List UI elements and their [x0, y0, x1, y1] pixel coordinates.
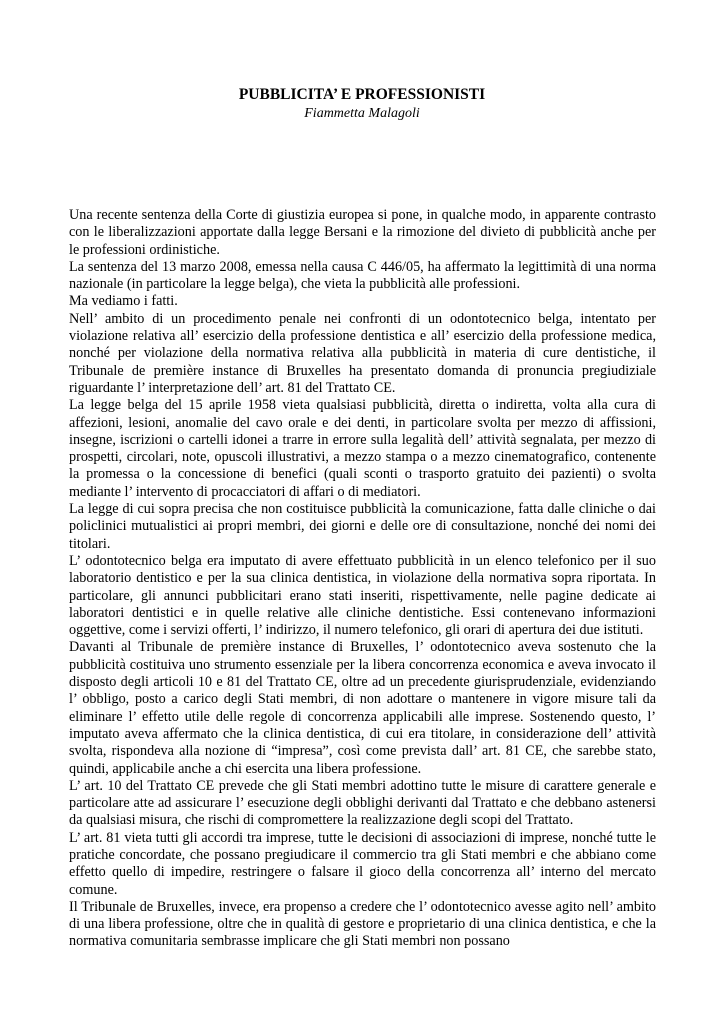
paragraph: Nell’ ambito di un procedimento penale nei confronti di un odontotecnico belga, intentato per violazione relativa all’ esercizio della professione dentistica e all’ esercizio della professione medica, nonché per violazione della normativa relativa alla pubblicità in materia di cure dentistiche, il Tribunale de première instance di Bruxelles ha presentato domanda di pronuncia pregiudiziale riguardante l’ interpretazione dell’ art. 81 del Trattato CE.	[69, 310, 656, 396]
paragraph: La legge belga del 15 aprile 1958 vieta qualsiasi pubblicità, diretta o indiretta, volta alla cura di affezioni, lesioni, anomalie del cavo orale e dei denti, in particolare svolta per mezzo di affissioni, insegne, iscrizioni o cartelli idonei a trarre in errore sulla legalità dell’ attività segnalata, per mezzo di prospetti, circolari, note, opuscoli illustrativi, a mezzo stampa o a mezzo cinematografico, contenente la promessa o la concessione di benefici (quali sconti o trasporto gratuito dei pazienti) o svolta mediante l’ intervento di procacciatori di affari o di mediatori.	[69, 397, 656, 500]
paragraph: L’ art. 10 del Trattato CE prevede che gli Stati membri adottino tutte le misure di carattere generale e particolare atte ad assicurare l’ esecuzione degli obblighi derivanti dal Trattato e che debbano astenersi da qualsiasi misura, che rischi di compromettere la realizzazione degli scopi del Trattato.	[69, 777, 656, 829]
paragraph: La sentenza del 13 marzo 2008, emessa nella causa C 446/05, ha affermato la legittimità di una norma nazionale (in particolare la legge belga), che vieta la pubblicità alle professioni.	[69, 258, 656, 293]
document-body	[69, 207, 656, 951]
document-author: Fiammetta Malagoli	[304, 106, 420, 121]
document-title: PUBBLICITA’ E PROFESSIONISTI	[238, 86, 486, 103]
paragraph: L’ art. 81 vieta tutti gli accordi tra imprese, tutte le decisioni di associazioni di imprese, nonché tutte le pratiche concordate, che possano pregiudicare il commercio tra gli Stati membri e che abbiano come effetto quello di impedire, restringere o falsare il gioco della concorrenza all’ interno del mercato comune.	[69, 829, 656, 898]
paragraph: Ma vediamo i fatti.	[69, 293, 178, 310]
paragraph: L’ odontotecnico belga era imputato di avere effettuato pubblicità in un elenco telefonico per il suo laboratorio dentistico e per la sua clinica dentistica, in violazione della normativa sopra riportata. In particolare, gli annunci pubblicitari erano stati inseriti, rispettivamente, nelle pagine dedicate ai laboratori dentistici e in quelle relative alle cliniche dentistiche. Essi contenevano informazioni oggettive, come i servizi offerti, l’ indirizzo, il numero telefonico, gli orari di apertura dei due istituti.	[69, 552, 656, 639]
paragraph: Una recente sentenza della Corte di giustizia europea si pone, in qualche modo, in apparente contrasto con le liberalizzazioni apportate dalla legge Bersani e la rimozione del divieto di pubblicità anche per le professioni ordinistiche.	[69, 207, 656, 258]
paragraph: La legge di cui sopra precisa che non costituisce pubblicità la comunicazione, fatta dalle cliniche o dai policlinici mutualistici ai propri membri, dei giorni e delle ore di consultazione, nonché dei nomi dei titolari.	[69, 501, 656, 552]
paragraph: Davanti al Tribunale de première instance di Bruxelles, l’ odontotecnico aveva sostenuto che la pubblicità costituiva uno strumento essenziale per la libera concorrenza economica e aveva invocato il disposto degli articoli 10 e 81 del Trattato CE, oltre ad un precedente giurisprudenziale, evidenziando l’ obbligo, posto a carico degli Stati membri, di non adottare o mantenere in vigore misure tali da eliminare l’ effetto utile delle regole di concorrenza applicabili alle imprese. Sostenendo questo, l’ imputato aveva affermato che la clinica dentistica, di cui era titolare, in considerazione dell’ attività svolta, rispondeva alla nozione di “impresa”, così come prevista dall’ art. 81 CE, che sarebbe stato, quindi, applicabile anche a chi esercita una libera professione.	[69, 639, 656, 777]
paragraph: Il Tribunale de Bruxelles, invece, era propenso a credere che l’ odontotecnico avesse agito nell’ ambito di una libera professione, oltre che in qualità di gestore e proprietario di una clinica dentistica, e che la normativa comunitaria sembrasse implicare che gli Stati membri non possano	[69, 898, 656, 950]
